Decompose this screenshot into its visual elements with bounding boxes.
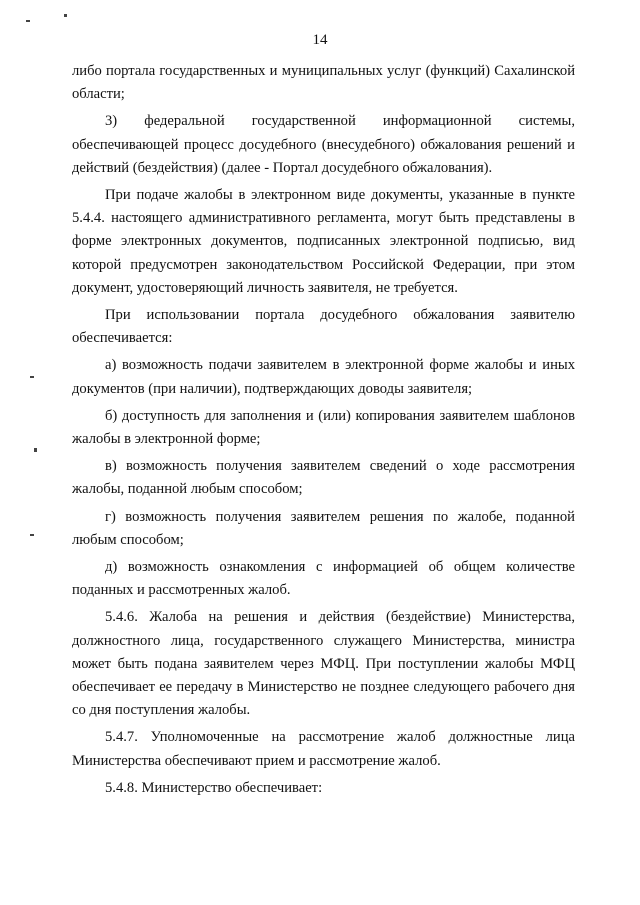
paragraph-item-b: б) доступность для заполнения и (или) копирования заявителем шаблонов жалобы в электронной форме; <box>72 407 575 448</box>
scan-mark <box>34 448 37 452</box>
paragraph-5-4-8: 5.4.8. Министерство обеспечивает: <box>105 779 323 796</box>
scan-mark <box>30 376 34 378</box>
paragraph-portal-provides: При использовании портала досудебного обжалования заявителю обеспечивается: <box>72 307 575 347</box>
paragraph-5-4-7: 5.4.7. Уполномоченные на рассмотрение жалоб должностные лица Министерства обеспечивают прием и рассмотрение жалоб. <box>72 729 575 769</box>
paragraph-item-a: а) возможность подачи заявителем в электронной форме жалобы и иных документов (при наличии), подтверждающих доводы заявителя; <box>72 357 575 397</box>
paragraph-item-3: 3) федеральной государственной информационной системы, обеспечивающей процесс досудебного (внесудебного) обжалования решений и действий (бездействия) (далее - Портал досудебного обжалования). <box>72 113 575 176</box>
paragraph-continuation: либо портала государственных и муниципальных услуг (функций) Сахалинской области; <box>72 63 575 103</box>
paragraph-item-g: г) возможность получения заявителем решения по жалобе, поданной любым способом; <box>72 508 575 548</box>
paragraph-electronic-submission: При подаче жалобы в электронном виде документы, указанные в пункте 5.4.4. настоящего административного регламента, могут быть представлены в форме электронных документов, подписанных электронной подписью, вид которой предусмотрен законодательством Российской Федерации, при этом документ, удостоверяющий личность заявителя, не требуется. <box>72 187 575 296</box>
paragraph-item-v: в) возможность получения заявителем сведений о ходе рассмотрения жалобы, поданной любым способом; <box>72 458 575 498</box>
paragraph-5-4-6: 5.4.6. Жалоба на решения и действия (бездействие) Министерства, должностного лица, государственного служащего Министерства, министра может быть подана заявителем через МФЦ. При поступлении жалобы МФЦ обеспечивает ее передачу в Министерство не позднее следующего рабочего дня со дня поступления жалобы. <box>72 609 575 719</box>
scan-mark <box>26 20 30 22</box>
scan-mark <box>30 534 34 536</box>
page-number: 14 <box>312 32 328 48</box>
document-body <box>72 60 575 804</box>
paragraph-item-d: д) возможность ознакомления с информацией об общем количестве поданных и рассмотренных жалоб. <box>72 559 575 599</box>
scan-mark <box>64 14 67 17</box>
